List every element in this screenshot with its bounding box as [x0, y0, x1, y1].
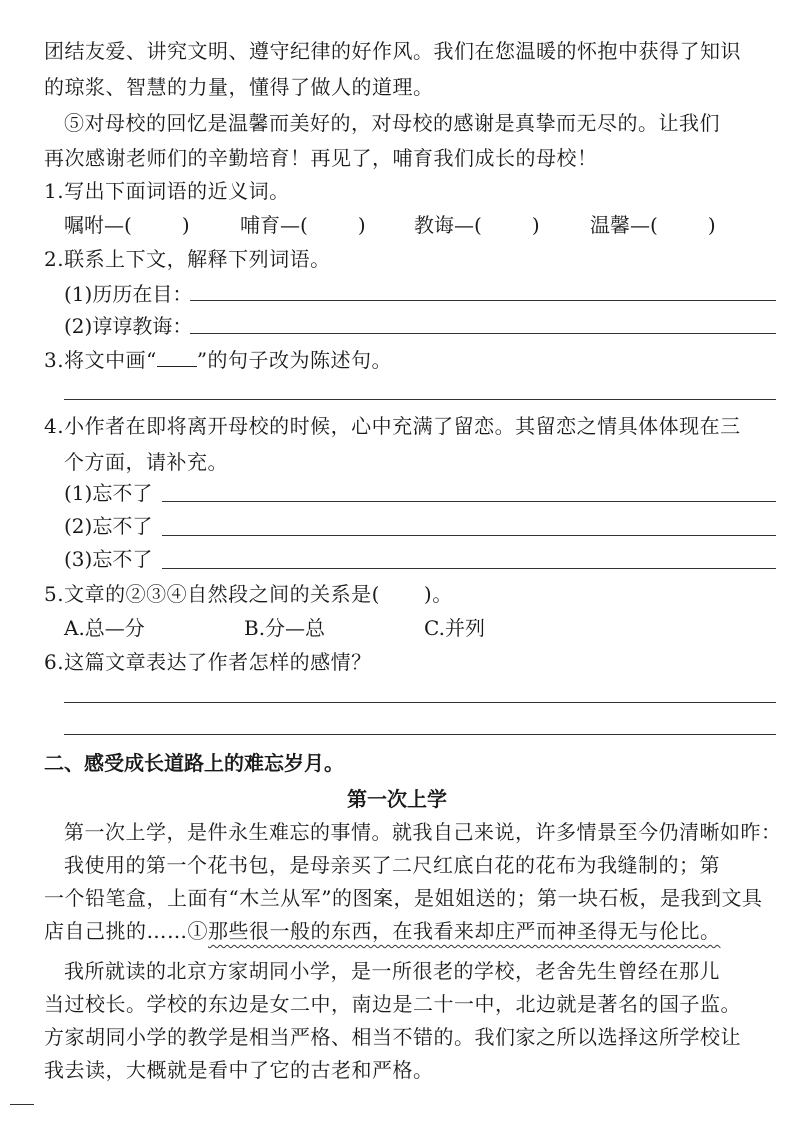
question-4-prompt-cont: 个方面，请补充。 — [64, 450, 228, 474]
question-2-prompt: 2.联系上下文，解释下列词语。 — [44, 247, 331, 271]
passage-line: 当过校长。学校的东边是女二中，南边是二十一中，北边就是著名的国子监。 — [44, 992, 741, 1016]
q3-answer-line[interactable] — [64, 399, 776, 400]
q1-item-label: 哺育—( — [240, 213, 308, 237]
passage-paragraph-1: 第一次上学，是件永生难忘的事情。就我自己来说，许多情景至今仍清晰如昨： — [64, 820, 782, 844]
q1-item-label: 温馨—( — [590, 213, 658, 237]
q2-item-1-answer-line[interactable] — [190, 300, 776, 301]
underline-mark — [157, 348, 197, 367]
q1-paren-close: ) — [357, 213, 366, 237]
q6-answer-line-1[interactable] — [64, 702, 776, 703]
q1-item-label: 教诲—( — [414, 213, 482, 237]
question-1-prompt: 1.写出下面词语的近义词。 — [44, 179, 290, 203]
passage-line: 方家胡同小学的教学是相当严格、相当不错的。我们家之所以选择这所学校让 — [44, 1025, 741, 1049]
q1-item-3 — [414, 212, 540, 238]
q4-item-3-label: (3)忘不了 — [64, 547, 153, 571]
question-5-prompt — [44, 581, 774, 607]
question-6-prompt: 6.这篇文章表达了作者怎样的感情？ — [44, 650, 372, 674]
passage-paragraph-2: 我使用的第一个花书包，是母亲买了二尺红底白花的花布为我缝制的；第 — [64, 853, 720, 877]
q1-item-1 — [64, 212, 190, 238]
q3-prompt-text: 3.将文中画“ — [44, 348, 157, 372]
wavy-underlined-sentence: 那些很一般的东西，在我看来却庄严而神圣得无与伦比。 — [208, 919, 721, 943]
page-footer-mark — [10, 1104, 34, 1105]
q1-paren-close: ) — [707, 213, 716, 237]
section-2-heading: 二、感受成长道路上的难忘岁月。 — [44, 751, 344, 775]
passage-line: 的琼浆、智慧的力量，懂得了做人的道理。 — [44, 75, 434, 99]
q2-item-2-answer-line[interactable] — [190, 333, 776, 334]
q5-option-a[interactable]: A.总—分 — [64, 616, 145, 640]
passage-line — [44, 918, 774, 944]
passage-paragraph-5: ⑤对母校的回忆是温馨而美好的，对母校的感谢是真挚而无尽的。让我们 — [64, 111, 720, 135]
q2-item-2-label: (2)谆谆教诲： — [64, 314, 193, 338]
q4-item-2-answer-line[interactable] — [162, 535, 776, 536]
q5-prompt-end: )。 — [423, 582, 453, 606]
passage-line: 一个铅笔盒，上面有“木兰从军”的图案，是姐姐送的；第一块石板，是我到文具 — [44, 886, 763, 910]
passage-line: 再次感谢老师们的辛勤培育！再见了，哺育我们成长的母校！ — [44, 146, 598, 170]
passage-paragraph-3: 我所就读的北京方家胡同小学，是一所很老的学校，老舍先生曾经在那儿 — [64, 959, 720, 983]
q5-option-c[interactable]: C.并列 — [424, 616, 485, 640]
q1-item-2 — [240, 212, 366, 238]
passage-line: 我去读，大概就是看中了它的古老和严格。 — [44, 1058, 434, 1082]
q5-option-b[interactable]: B.分—总 — [244, 616, 326, 640]
q4-item-2-label: (2)忘不了 — [64, 514, 153, 538]
q1-item-4 — [590, 212, 716, 238]
q3-prompt-text: ”的句子改为陈述句。 — [196, 348, 393, 372]
q4-item-3-answer-line[interactable] — [162, 568, 776, 569]
q6-answer-line-2[interactable] — [64, 734, 776, 735]
q5-prompt-text: 5.文章的②③④自然段之间的关系是( — [44, 582, 380, 606]
passage-text: 店自己挑的……① — [44, 919, 208, 943]
question-4-prompt: 4.小作者在即将离开母校的时候，心中充满了留恋。其留恋之情具体体现在三 — [44, 414, 741, 438]
passage-title: 第一次上学 — [347, 787, 447, 811]
question-3-prompt — [44, 347, 774, 373]
q2-item-1-label: (1)历历在目： — [64, 282, 193, 306]
q1-paren-close: ) — [531, 213, 540, 237]
q1-item-label: 嘱咐—( — [64, 213, 132, 237]
q4-item-1-label: (1)忘不了 — [64, 481, 153, 505]
q4-item-1-answer-line[interactable] — [162, 501, 776, 502]
passage-line: 团结友爱、讲究文明、遵守纪律的好作风。我们在您温暖的怀抱中获得了知识 — [44, 39, 741, 63]
q1-paren-close: ) — [181, 213, 190, 237]
